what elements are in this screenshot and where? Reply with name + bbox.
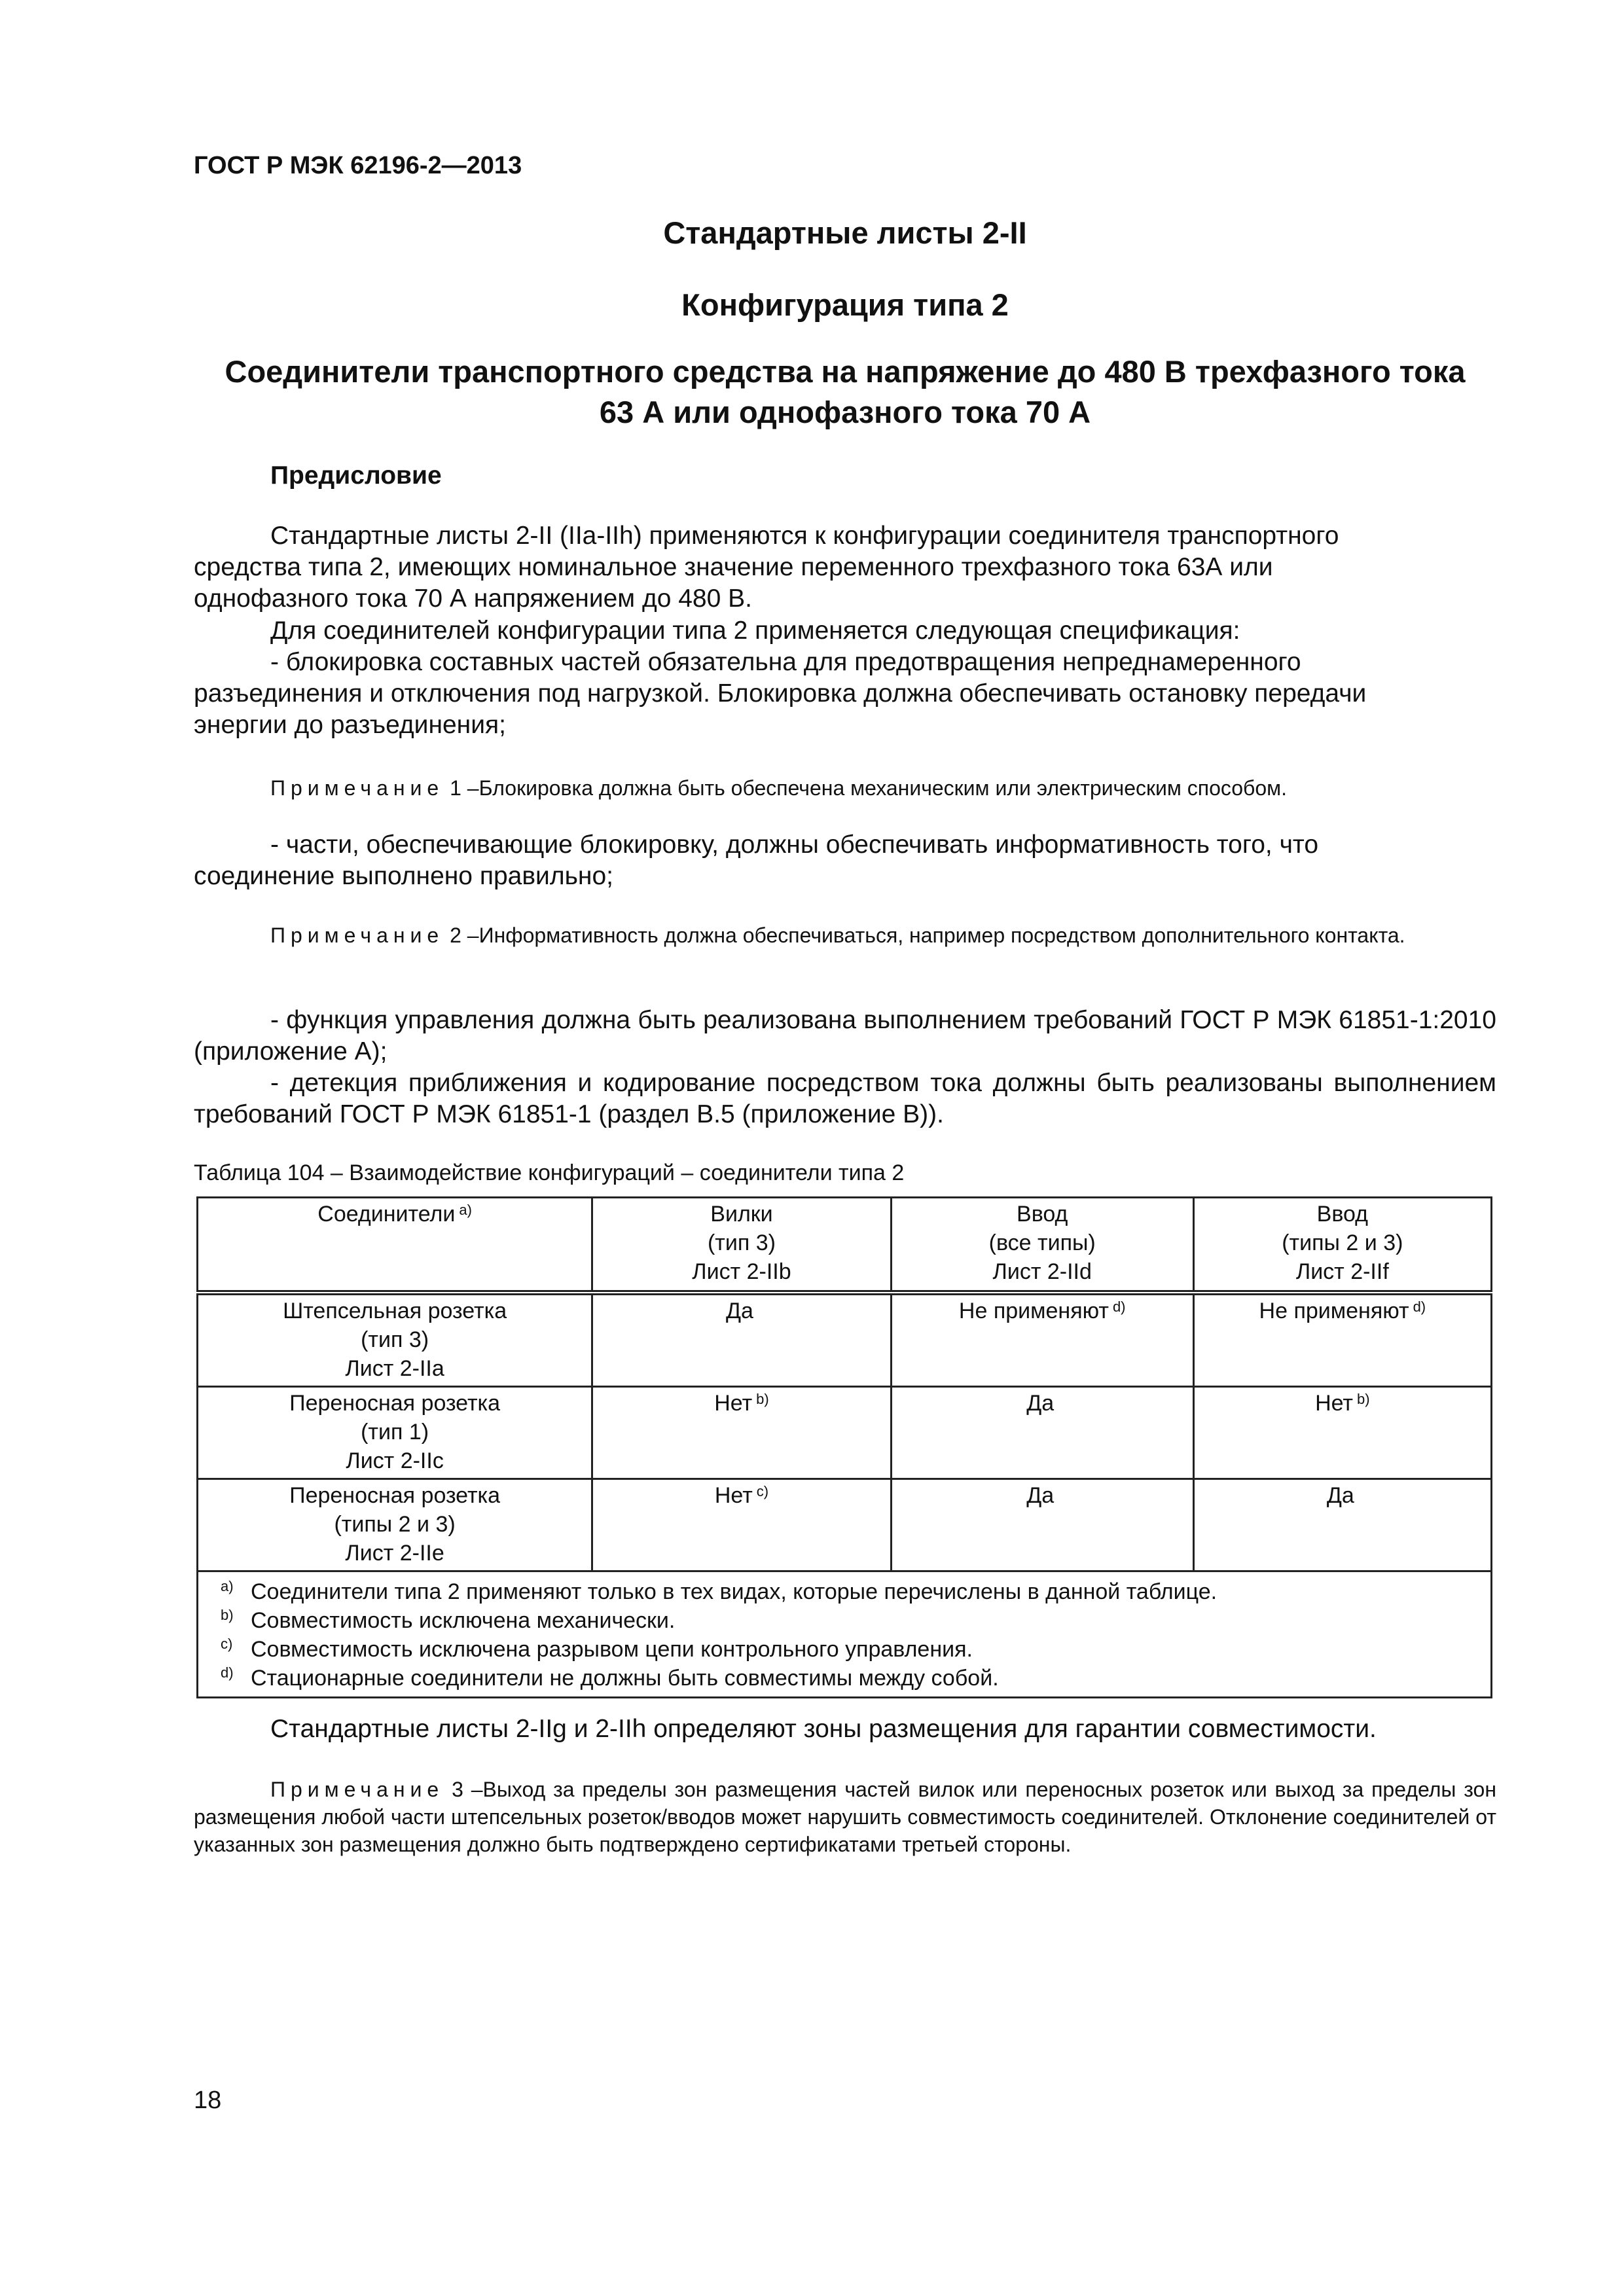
note-2 (194, 922, 1496, 949)
note-text: Выход за пределы зон размещения частей вилок или переносных розеток или выход за пределы зон размещения любой части штепсельных розеток/вводов может нарушить совместимость соединителей. Отклонение соединителей от указанных зон размещения должно быть подтверждено сертификатами третьей стороны. (194, 1778, 1497, 1856)
note-1 (194, 774, 1496, 802)
row-name-cell: Переносная розетка (типы 2 и 3) Лист 2-IIe (198, 1479, 592, 1571)
row-name-cell: Штепсельная розетка (тип 3) Лист 2-IIa (198, 1293, 592, 1387)
title-connectors: Соединители транспортного средства на напряжение до 480 В трехфазного тока 63 А или однофазного тока 70 А (225, 354, 1466, 429)
table-cell: Да (1193, 1479, 1491, 1571)
table-row (198, 1387, 1492, 1479)
table-row (198, 1293, 1492, 1387)
table-cell: Не применяют $^{d)}$ (1193, 1293, 1491, 1387)
paragraph-specification (194, 615, 1496, 741)
header-cell-connectors: Соединители $^{a)}$ (198, 1198, 592, 1293)
footnote: a) Соединители типа 2 применяют только в тех видах, которые перечислены в данной таблице. (221, 1578, 1218, 1604)
paragraph-line: энергии до разъединения; (194, 711, 506, 739)
paragraph-line: Стандартные листы 2-II (IIa-IIh) применяются к конфигурации соединителя транспортного (270, 522, 1339, 550)
table-cell: Да (592, 1293, 892, 1387)
note-3 (194, 1776, 1496, 1858)
paragraph-line: средства типа 2, имеющих номинальное значение переменного трехфазного тока 63А или (194, 553, 1273, 581)
note-number: 1 – (450, 776, 479, 800)
table-row (198, 1479, 1492, 1571)
row-name-cell: Переносная розетка (тип 1) Лист 2-IIc (198, 1387, 592, 1479)
paragraph-control-function: - функция управления должна быть реализована выполнением требований ГОСТ Р МЭК 61851-1:2010 (приложение А); (194, 1006, 1496, 1066)
note-label: Примечание (270, 924, 444, 947)
paragraph-scope (194, 520, 1496, 615)
paragraph-placement-zones: Стандартные листы 2-IIg и 2-IIh определяют зоны размещения для гарантии совместимости. (270, 1715, 1377, 1743)
header-cell-inlet-all: Ввод (все типы) Лист 2-IId (891, 1198, 1193, 1293)
table-cell: Не применяют $^{d)}$ (891, 1293, 1193, 1387)
footnote: c) Совместимость исключена разрывом цепи контрольного управления. (221, 1636, 973, 1662)
table-cell: Да (891, 1387, 1193, 1479)
header-cell-plugs: Вилки (тип 3) Лист 2-IIb (592, 1198, 892, 1293)
title-standard-sheets: Стандартные листы 2-II (663, 215, 1027, 250)
note-text: Блокировка должна быть обеспечена механическим или электрическим способом. (478, 776, 1288, 800)
paragraph-line: - части, обеспечивающие блокировку, должны обеспечивать информативность того, что (270, 831, 1319, 859)
table-cell: Нет $^{b)}$ (1193, 1387, 1491, 1479)
note-number: 3 – (452, 1778, 483, 1801)
table-caption: Таблица 104 – Взаимодействие конфигураций – соединители типа 2 (194, 1160, 905, 1185)
table-header-row (198, 1198, 1492, 1293)
paragraph-proximity-detection: - детекция приближения и кодирование посредством тока должны быть реализованы выполнением требований ГОСТ Р МЭК 61851-1 (раздел В.5 (приложение В)). (194, 1069, 1496, 1128)
table-cell: Нет $^{b)}$ (592, 1387, 892, 1479)
page-number: 18 (194, 2087, 222, 2114)
note-label: Примечание (270, 1778, 444, 1801)
paragraph-line: Для соединителей конфигурации типа 2 применяется следующая спецификация: (270, 617, 1240, 645)
paragraph-line: соединение выполнено правильно; (194, 862, 613, 890)
note-number: 2 – (450, 924, 479, 947)
paragraph-informativeness (194, 829, 1496, 892)
table-cell: Нет $^{c)}$ (592, 1479, 892, 1571)
paragraph-line: однофазного тока 70 А напряжением до 480 В. (194, 584, 752, 613)
table-footnotes-row (198, 1571, 1492, 1698)
preface-heading: Предисловие (270, 461, 442, 490)
document-code-header: ГОСТ Р МЭК 62196-2—2013 (194, 152, 522, 179)
note-text: Информативность должна обеспечиваться, например посредством дополнительного контакта. (478, 924, 1405, 947)
footnote: b) Совместимость исключена механически. (221, 1607, 676, 1633)
paragraph-line: - блокировка составных частей обязательна для предотвращения непреднамеренного (270, 648, 1301, 676)
note-label: Примечание (270, 776, 444, 800)
header-cell-inlet-types: Ввод (типы 2 и 3) Лист 2-IIf (1193, 1198, 1491, 1293)
title-configuration: Конфигурация типа 2 (681, 287, 1009, 322)
table-cell: Да (891, 1479, 1193, 1571)
table-footnotes (198, 1571, 1492, 1698)
configuration-table (196, 1196, 1492, 1698)
footnote: d) Стационарные соединители не должны быть совместимы между собой. (221, 1664, 999, 1691)
paragraph-line: разъединения и отключения под нагрузкой. Блокировка должна обеспечивать остановку передачи (194, 679, 1367, 708)
